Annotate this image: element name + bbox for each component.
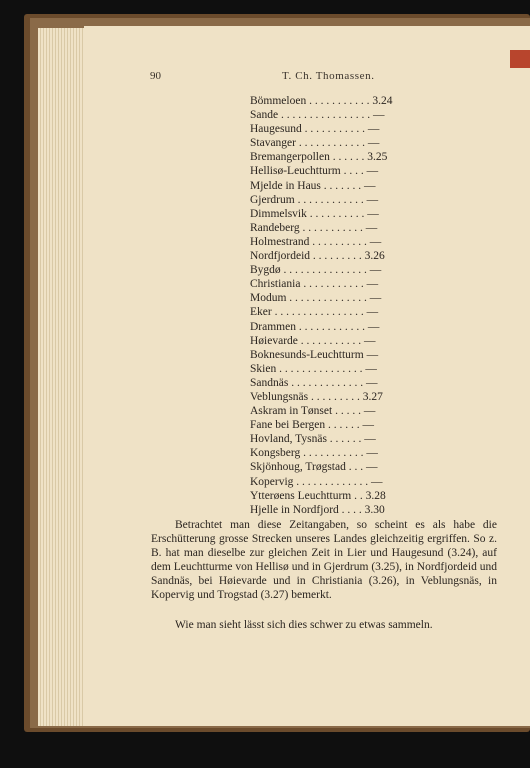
page-edges bbox=[38, 28, 90, 726]
station-entry: Hjelle in Nordfjord . . . . 3.30 bbox=[250, 503, 385, 516]
page-number: 90 bbox=[150, 70, 161, 82]
station-list bbox=[250, 94, 430, 517]
book-page bbox=[84, 26, 530, 726]
body-paragraph-1: Betrachtet man diese Zeitangaben, so scheint es als habe die Erschütterung grosse Strecken unseres Landes gleichzeitig ergriffen. So z. B. hat man dieselbe zur gleichen Zeit in Lier und Haugesund (3.24), auf dem Leuchtturme von Hellisø und in Gjerdrum (3.25), in Nordfjordeid und Sandnäs, bei Høievarde und in Christiania (3.26), in Veblungsnäs, in Kopervig und Trogstad (3.27) bemerkt. bbox=[151, 519, 497, 602]
station-entry: Modum . . . . . . . . . . . . . . — bbox=[250, 292, 382, 305]
station-entry: Randeberg . . . . . . . . . . . — bbox=[250, 221, 378, 234]
station-entry: Dimmelsvik . . . . . . . . . . — bbox=[250, 207, 379, 220]
station-entry: Haugesund . . . . . . . . . . . — bbox=[250, 123, 380, 136]
station-entry: Ytterøens Leuchtturm . . 3.28 bbox=[250, 489, 386, 502]
station-entry: Drammen . . . . . . . . . . . . — bbox=[250, 320, 380, 333]
running-head: T. Ch. Thomassen. bbox=[282, 70, 375, 82]
station-entry: Skien . . . . . . . . . . . . . . . — bbox=[250, 362, 377, 375]
station-entry: Mjelde in Haus . . . . . . . — bbox=[250, 179, 376, 192]
station-entry: Skjönhoug, Trøgstad . . . — bbox=[250, 461, 378, 474]
station-entry: Bömmeloen . . . . . . . . . . . 3.24 bbox=[250, 95, 393, 107]
station-entry: Veblungsnäs . . . . . . . . . 3.27 bbox=[250, 390, 383, 403]
station-entry: Gjerdrum . . . . . . . . . . . . — bbox=[250, 193, 379, 206]
station-entry: Høievarde . . . . . . . . . . . — bbox=[250, 334, 376, 347]
station-entry: Stavanger . . . . . . . . . . . . — bbox=[250, 137, 380, 150]
station-entry: Hovland, Tysnäs . . . . . . — bbox=[250, 433, 376, 446]
body-paragraph-2: Wie man sieht lässt sich dies schwer zu etwas sammeln. bbox=[175, 619, 433, 631]
station-entry: Kopervig . . . . . . . . . . . . . — bbox=[250, 475, 383, 488]
bookmark-tab bbox=[510, 50, 530, 68]
station-entry: Askram in Tønset . . . . . — bbox=[250, 405, 376, 418]
station-entry: Christiania . . . . . . . . . . . — bbox=[250, 278, 379, 291]
station-entry: Boknesunds-Leuchtturm — bbox=[250, 348, 379, 361]
station-entry: Bygdø . . . . . . . . . . . . . . . — bbox=[250, 264, 382, 277]
station-entry: Kongsberg . . . . . . . . . . . — bbox=[250, 447, 378, 460]
station-entry: Holmestrand . . . . . . . . . . — bbox=[250, 235, 382, 248]
station-entry: Bremangerpollen . . . . . . 3.25 bbox=[250, 151, 388, 164]
station-entry: Sandnäs . . . . . . . . . . . . . — bbox=[250, 376, 378, 389]
station-entry: Nordfjordeid . . . . . . . . . 3.26 bbox=[250, 250, 385, 263]
station-entry: Eker . . . . . . . . . . . . . . . . — bbox=[250, 306, 379, 319]
station-entry: Fane bei Bergen . . . . . . — bbox=[250, 419, 375, 432]
station-entry: Hellisø-Leuchtturm . . . . — bbox=[250, 165, 379, 178]
station-entry: Sande . . . . . . . . . . . . . . . . — bbox=[250, 109, 385, 122]
